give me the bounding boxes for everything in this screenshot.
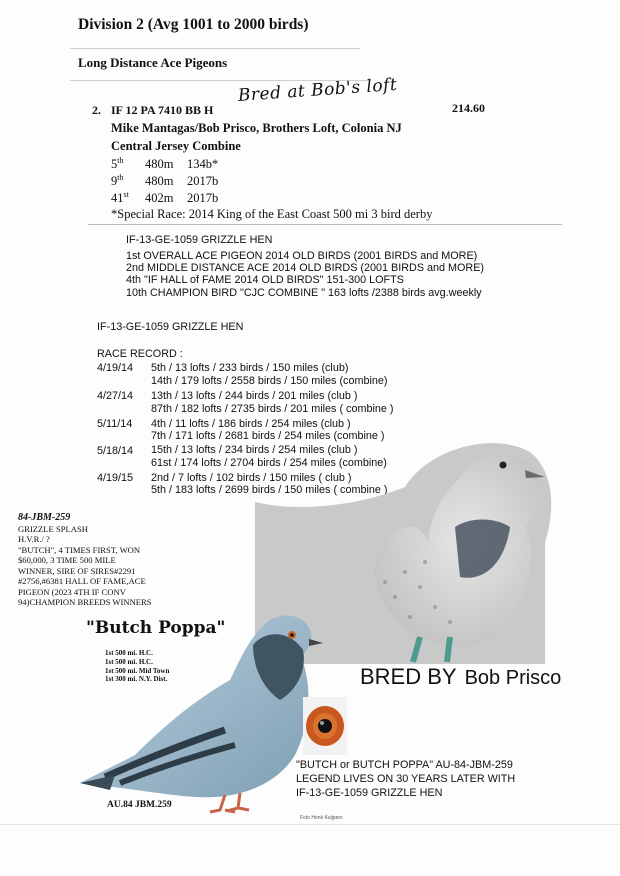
race-club-result: 2nd / 7 lofts / 102 birds / 150 miles ( club ) bbox=[151, 472, 352, 484]
race-combine-result: 61st / 174 lofts / 2704 birds / 254 miles (combine) bbox=[151, 457, 387, 469]
butch-card-result: 1st 500 mi. H.C. bbox=[105, 649, 153, 657]
division-title: Division 2 (Avg 1001 to 2000 birds) bbox=[78, 16, 309, 33]
sire-note-line: H.V.R./ ? bbox=[18, 534, 50, 544]
result-place: 41st bbox=[111, 190, 129, 206]
photo-credit: Foto Henk Kuijpers bbox=[300, 815, 343, 821]
bred-by bbox=[360, 664, 561, 690]
sire-note-line: PIGEON (2023 4TH IF CONV bbox=[18, 586, 126, 597]
legend-line: "BUTCH or BUTCH POPPA" AU-84-JBM-259 bbox=[296, 759, 513, 771]
hen-honor: 1st OVERALL ACE PIGEON 2014 OLD BIRDS (2001 BIRDS and MORE) bbox=[126, 250, 478, 262]
result-place: 9th bbox=[111, 173, 124, 189]
race-record-title: RACE RECORD : bbox=[97, 348, 183, 360]
sire-note-line: 94)CHAMPION BREEDS WINNERS bbox=[18, 597, 152, 607]
legend-line: IF-13-GE-1059 GRIZZLE HEN bbox=[296, 787, 443, 799]
result-place: 5th bbox=[111, 156, 124, 172]
divider bbox=[0, 824, 620, 825]
race-date: 4/19/15 bbox=[97, 472, 134, 484]
sire-note-line: "BUTCH", 4 TIMES FIRST, WON bbox=[18, 544, 141, 555]
hen-honor: 10th CHAMPION BIRD "CJC COMBINE " 163 lofts /2388 birds avg.weekly bbox=[126, 287, 482, 299]
race-club-result: 15th / 13 lofts / 234 birds / 254 miles (club ) bbox=[151, 444, 358, 456]
butch-card-result: 1st 500 mi. Mid Town bbox=[105, 666, 170, 675]
race-date: 4/19/14 bbox=[97, 362, 134, 374]
entry-band: IF 12 PA 7410 BB H bbox=[111, 103, 214, 117]
result-row: 5th 480m 134b* bbox=[111, 156, 219, 172]
result-row: 9th 480m 2017b bbox=[111, 173, 219, 189]
race-combine-result: 87th / 182 lofts / 2735 birds / 201 miles ( combine ) bbox=[151, 403, 394, 415]
entry-number: 2. bbox=[92, 103, 101, 117]
butch-card-result: 1st 300 mi. N.Y. Dist. bbox=[105, 675, 168, 684]
entry-combine: Central Jersey Combine bbox=[111, 139, 241, 153]
handwritten-note: Bred at Bob's loft bbox=[237, 74, 398, 106]
sire-note-line: WINNER, SIRE OF SIRES#2291 bbox=[18, 565, 136, 576]
pigeon-illustration-butch bbox=[75, 605, 325, 820]
sire-note-line: GRIZZLE SPLASH bbox=[18, 523, 88, 534]
race-date: 4/27/14 bbox=[97, 390, 134, 402]
hen-band: IF-13-GE-1059 GRIZZLE HEN bbox=[126, 234, 273, 246]
category-title: Long Distance Ace Pigeons bbox=[78, 55, 228, 70]
race-record-band: IF-13-GE-1059 GRIZZLE HEN bbox=[97, 321, 244, 333]
entry-owner: Mike Mantagas/Bob Prisco, Brothers Loft, Colonia NJ bbox=[111, 121, 402, 135]
breeder-name: Bob Prisco bbox=[464, 667, 562, 689]
race-date: 5/11/14 bbox=[97, 418, 133, 430]
sire-note-line: $60,000, 3 TIME 500 MILE bbox=[18, 555, 116, 565]
sire-band: 84-JBM-259 bbox=[18, 512, 71, 523]
special-race: *Special Race: 2014 King of the East Coast 500 mi 3 bird derby bbox=[111, 207, 433, 221]
entry-score: 214.60 bbox=[452, 101, 485, 115]
bred-by-label: BRED BY bbox=[360, 664, 457, 689]
hen-honor: 2nd MIDDLE DISTANCE ACE 2014 OLD BIRDS (2001 BIRDS and MORE) bbox=[126, 262, 485, 274]
divider bbox=[88, 224, 562, 225]
sire-note bbox=[18, 513, 158, 608]
race-combine-result: 5th / 183 lofts / 2699 birds / 150 miles ( combine ) bbox=[151, 484, 388, 496]
race-club-result: 5th / 13 lofts / 233 birds / 150 miles (club) bbox=[151, 362, 349, 374]
pigeon-eye-closeup bbox=[303, 697, 347, 755]
butch-card-title: "Butch Poppa" bbox=[86, 618, 226, 638]
race-combine-result: 7th / 171 lofts / 2681 birds / 254 miles (combine ) bbox=[151, 430, 385, 442]
butch-card-band: AU.84 JBM.259 bbox=[107, 800, 172, 810]
race-club-result: 13th / 13 lofts / 244 birds / 201 miles (club ) bbox=[151, 390, 358, 402]
legend-line: LEGEND LIVES ON 30 YEARS LATER WITH bbox=[296, 773, 516, 785]
race-combine-result: 14th / 179 lofts / 2558 birds / 150 miles (combine) bbox=[151, 375, 388, 387]
divider bbox=[70, 48, 360, 49]
sire-note-line: #2756,#6381 HALL OF FAME,ACE bbox=[18, 576, 146, 586]
result-row: 41st 402m 2017b bbox=[111, 190, 219, 206]
hen-honor: 4th "IF HALL of FAME 2014 OLD BIRDS" 151-300 LOFTS bbox=[126, 274, 404, 286]
race-club-result: 4th / 11 lofts / 186 birds / 254 miles (club ) bbox=[151, 418, 351, 430]
butch-card-result: 1st 500 mi. H.C. bbox=[105, 657, 153, 666]
race-date: 5/18/14 bbox=[97, 445, 134, 457]
